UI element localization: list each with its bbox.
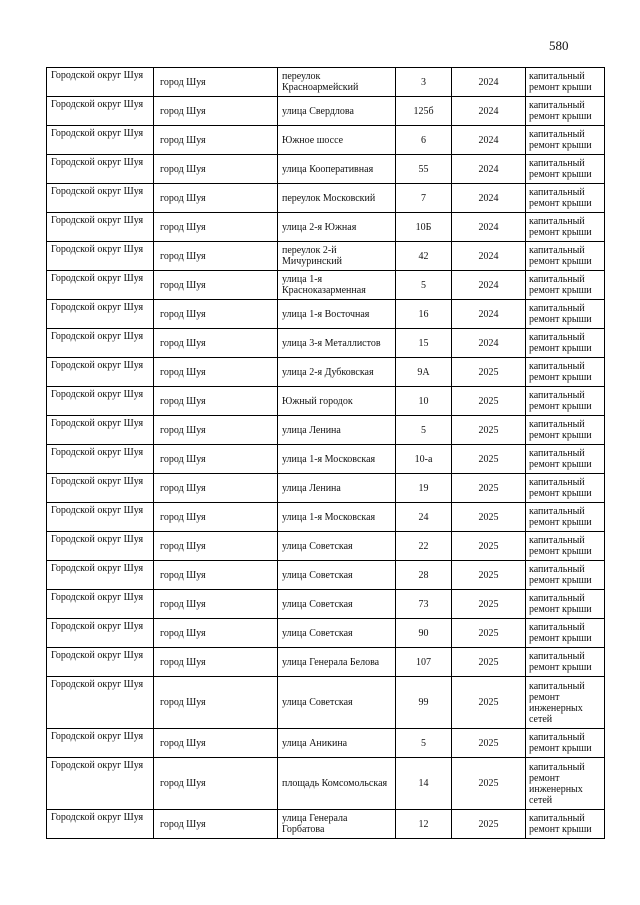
street-cell: улица Ленина: [278, 474, 396, 503]
district-cell: Городской округ Шуя: [47, 758, 154, 810]
city-cell: город Шуя: [154, 445, 278, 474]
table-row: [47, 126, 605, 155]
year-cell: 2025: [452, 532, 526, 561]
year-cell: 2025: [452, 810, 526, 839]
street-cell: улица Кооперативная: [278, 155, 396, 184]
year-cell: 2024: [452, 184, 526, 213]
house-number-cell: 5: [396, 271, 452, 300]
city-cell: город Шуя: [154, 729, 278, 758]
year-cell: 2025: [452, 729, 526, 758]
work-type-cell: капитальный ремонт крыши: [526, 532, 605, 561]
work-type-cell: капитальный ремонт инженерных сетей: [526, 677, 605, 729]
street-cell: улица Советская: [278, 619, 396, 648]
district-cell: Городской округ Шуя: [47, 155, 154, 184]
work-type-cell: капитальный ремонт крыши: [526, 184, 605, 213]
table-row: [47, 474, 605, 503]
year-cell: 2025: [452, 474, 526, 503]
street-cell: улица 1-я Красноказарменная: [278, 271, 396, 300]
year-cell: 2025: [452, 677, 526, 729]
city-cell: город Шуя: [154, 358, 278, 387]
table-row: [47, 213, 605, 242]
house-number-cell: 107: [396, 648, 452, 677]
table-row: [47, 729, 605, 758]
street-cell: улица 1-я Восточная: [278, 300, 396, 329]
table-row: [47, 416, 605, 445]
city-cell: город Шуя: [154, 758, 278, 810]
work-type-cell: капитальный ремонт крыши: [526, 503, 605, 532]
city-cell: город Шуя: [154, 677, 278, 729]
work-type-cell: капитальный ремонт инженерных сетей: [526, 758, 605, 810]
district-cell: Городской округ Шуя: [47, 213, 154, 242]
street-cell: улица Аникина: [278, 729, 396, 758]
year-cell: 2024: [452, 213, 526, 242]
table-row: [47, 758, 605, 810]
work-type-cell: капитальный ремонт крыши: [526, 68, 605, 97]
repair-schedule-table: [46, 67, 605, 839]
work-type-cell: капитальный ремонт крыши: [526, 155, 605, 184]
table-row: [47, 590, 605, 619]
city-cell: город Шуя: [154, 810, 278, 839]
year-cell: 2025: [452, 358, 526, 387]
year-cell: 2024: [452, 126, 526, 155]
house-number-cell: 9А: [396, 358, 452, 387]
house-number-cell: 28: [396, 561, 452, 590]
table-row: [47, 648, 605, 677]
district-cell: Городской округ Шуя: [47, 474, 154, 503]
house-number-cell: 10Б: [396, 213, 452, 242]
house-number-cell: 15: [396, 329, 452, 358]
city-cell: город Шуя: [154, 300, 278, 329]
table-row: [47, 329, 605, 358]
street-cell: улица Генерала Белова: [278, 648, 396, 677]
year-cell: 2024: [452, 300, 526, 329]
house-number-cell: 7: [396, 184, 452, 213]
work-type-cell: капитальный ремонт крыши: [526, 213, 605, 242]
year-cell: 2024: [452, 242, 526, 271]
house-number-cell: 125б: [396, 97, 452, 126]
house-number-cell: 6: [396, 126, 452, 155]
house-number-cell: 73: [396, 590, 452, 619]
house-number-cell: 5: [396, 729, 452, 758]
house-number-cell: 5: [396, 416, 452, 445]
table-row: [47, 810, 605, 839]
work-type-cell: капитальный ремонт крыши: [526, 561, 605, 590]
district-cell: Городской округ Шуя: [47, 729, 154, 758]
district-cell: Городской округ Шуя: [47, 561, 154, 590]
year-cell: 2025: [452, 416, 526, 445]
city-cell: город Шуя: [154, 184, 278, 213]
street-cell: переулок 2-й Мичуринский: [278, 242, 396, 271]
city-cell: город Шуя: [154, 126, 278, 155]
year-cell: 2024: [452, 329, 526, 358]
street-cell: улица 2-я Южная: [278, 213, 396, 242]
table-row: [47, 387, 605, 416]
year-cell: 2024: [452, 68, 526, 97]
street-cell: переулок Красноармейский: [278, 68, 396, 97]
street-cell: улица 1-я Московская: [278, 445, 396, 474]
street-cell: улица Советская: [278, 590, 396, 619]
street-cell: улица Ленина: [278, 416, 396, 445]
district-cell: Городской округ Шуя: [47, 329, 154, 358]
table-row: [47, 97, 605, 126]
city-cell: город Шуя: [154, 503, 278, 532]
year-cell: 2025: [452, 648, 526, 677]
house-number-cell: 99: [396, 677, 452, 729]
year-cell: 2025: [452, 758, 526, 810]
district-cell: Городской округ Шуя: [47, 590, 154, 619]
work-type-cell: капитальный ремонт крыши: [526, 619, 605, 648]
house-number-cell: 12: [396, 810, 452, 839]
district-cell: Городской округ Шуя: [47, 184, 154, 213]
district-cell: Городской округ Шуя: [47, 503, 154, 532]
house-number-cell: 42: [396, 242, 452, 271]
city-cell: город Шуя: [154, 213, 278, 242]
city-cell: город Шуя: [154, 590, 278, 619]
city-cell: город Шуя: [154, 619, 278, 648]
city-cell: город Шуя: [154, 648, 278, 677]
table-row: [47, 242, 605, 271]
district-cell: Городской округ Шуя: [47, 97, 154, 126]
work-type-cell: капитальный ремонт крыши: [526, 648, 605, 677]
work-type-cell: капитальный ремонт крыши: [526, 271, 605, 300]
street-cell: Южный городок: [278, 387, 396, 416]
district-cell: Городской округ Шуя: [47, 677, 154, 729]
table-row: [47, 561, 605, 590]
city-cell: город Шуя: [154, 532, 278, 561]
house-number-cell: 90: [396, 619, 452, 648]
table-row: [47, 358, 605, 387]
district-cell: Городской округ Шуя: [47, 387, 154, 416]
work-type-cell: капитальный ремонт крыши: [526, 126, 605, 155]
house-number-cell: 24: [396, 503, 452, 532]
work-type-cell: капитальный ремонт крыши: [526, 416, 605, 445]
city-cell: город Шуя: [154, 97, 278, 126]
work-type-cell: капитальный ремонт крыши: [526, 810, 605, 839]
table-row: [47, 503, 605, 532]
city-cell: город Шуя: [154, 155, 278, 184]
city-cell: город Шуя: [154, 329, 278, 358]
work-type-cell: капитальный ремонт крыши: [526, 97, 605, 126]
street-cell: улица Советская: [278, 561, 396, 590]
table-row: [47, 532, 605, 561]
street-cell: Южное шоссе: [278, 126, 396, 155]
district-cell: Городской округ Шуя: [47, 300, 154, 329]
district-cell: Городской округ Шуя: [47, 271, 154, 300]
year-cell: 2024: [452, 97, 526, 126]
district-cell: Городской округ Шуя: [47, 619, 154, 648]
city-cell: город Шуя: [154, 68, 278, 97]
work-type-cell: капитальный ремонт крыши: [526, 242, 605, 271]
street-cell: улица Советская: [278, 677, 396, 729]
district-cell: Городской округ Шуя: [47, 126, 154, 155]
work-type-cell: капитальный ремонт крыши: [526, 358, 605, 387]
house-number-cell: 19: [396, 474, 452, 503]
year-cell: 2025: [452, 387, 526, 416]
city-cell: город Шуя: [154, 242, 278, 271]
house-number-cell: 10-а: [396, 445, 452, 474]
street-cell: улица Генерала Горбатова: [278, 810, 396, 839]
street-cell: улица Советская: [278, 532, 396, 561]
house-number-cell: 16: [396, 300, 452, 329]
table-row: [47, 619, 605, 648]
house-number-cell: 14: [396, 758, 452, 810]
city-cell: город Шуя: [154, 416, 278, 445]
page-number: 580: [549, 38, 569, 53]
district-cell: Городской округ Шуя: [47, 445, 154, 474]
work-type-cell: капитальный ремонт крыши: [526, 300, 605, 329]
street-cell: улица 3-я Металлистов: [278, 329, 396, 358]
year-cell: 2024: [452, 271, 526, 300]
work-type-cell: капитальный ремонт крыши: [526, 729, 605, 758]
district-cell: Городской округ Шуя: [47, 68, 154, 97]
house-number-cell: 3: [396, 68, 452, 97]
work-type-cell: капитальный ремонт крыши: [526, 329, 605, 358]
street-cell: переулок Московский: [278, 184, 396, 213]
work-type-cell: капитальный ремонт крыши: [526, 387, 605, 416]
district-cell: Городской округ Шуя: [47, 358, 154, 387]
street-cell: улица Свердлова: [278, 97, 396, 126]
city-cell: город Шуя: [154, 271, 278, 300]
year-cell: 2025: [452, 561, 526, 590]
street-cell: площадь Комсомольская: [278, 758, 396, 810]
table-row: [47, 445, 605, 474]
house-number-cell: 55: [396, 155, 452, 184]
work-type-cell: капитальный ремонт крыши: [526, 590, 605, 619]
city-cell: город Шуя: [154, 561, 278, 590]
table-row: [47, 155, 605, 184]
work-type-cell: капитальный ремонт крыши: [526, 445, 605, 474]
table-row: [47, 184, 605, 213]
table-row: [47, 68, 605, 97]
city-cell: город Шуя: [154, 474, 278, 503]
year-cell: 2025: [452, 445, 526, 474]
district-cell: Городской округ Шуя: [47, 648, 154, 677]
district-cell: Городской округ Шуя: [47, 532, 154, 561]
street-cell: улица 2-я Дубковская: [278, 358, 396, 387]
district-cell: Городской округ Шуя: [47, 416, 154, 445]
year-cell: 2025: [452, 503, 526, 532]
table-row: [47, 271, 605, 300]
table-row: [47, 300, 605, 329]
city-cell: город Шуя: [154, 387, 278, 416]
year-cell: 2025: [452, 590, 526, 619]
house-number-cell: 10: [396, 387, 452, 416]
work-type-cell: капитальный ремонт крыши: [526, 474, 605, 503]
street-cell: улица 1-я Московская: [278, 503, 396, 532]
house-number-cell: 22: [396, 532, 452, 561]
district-cell: Городской округ Шуя: [47, 242, 154, 271]
year-cell: 2024: [452, 155, 526, 184]
year-cell: 2025: [452, 619, 526, 648]
district-cell: Городской округ Шуя: [47, 810, 154, 839]
table-row: [47, 677, 605, 729]
